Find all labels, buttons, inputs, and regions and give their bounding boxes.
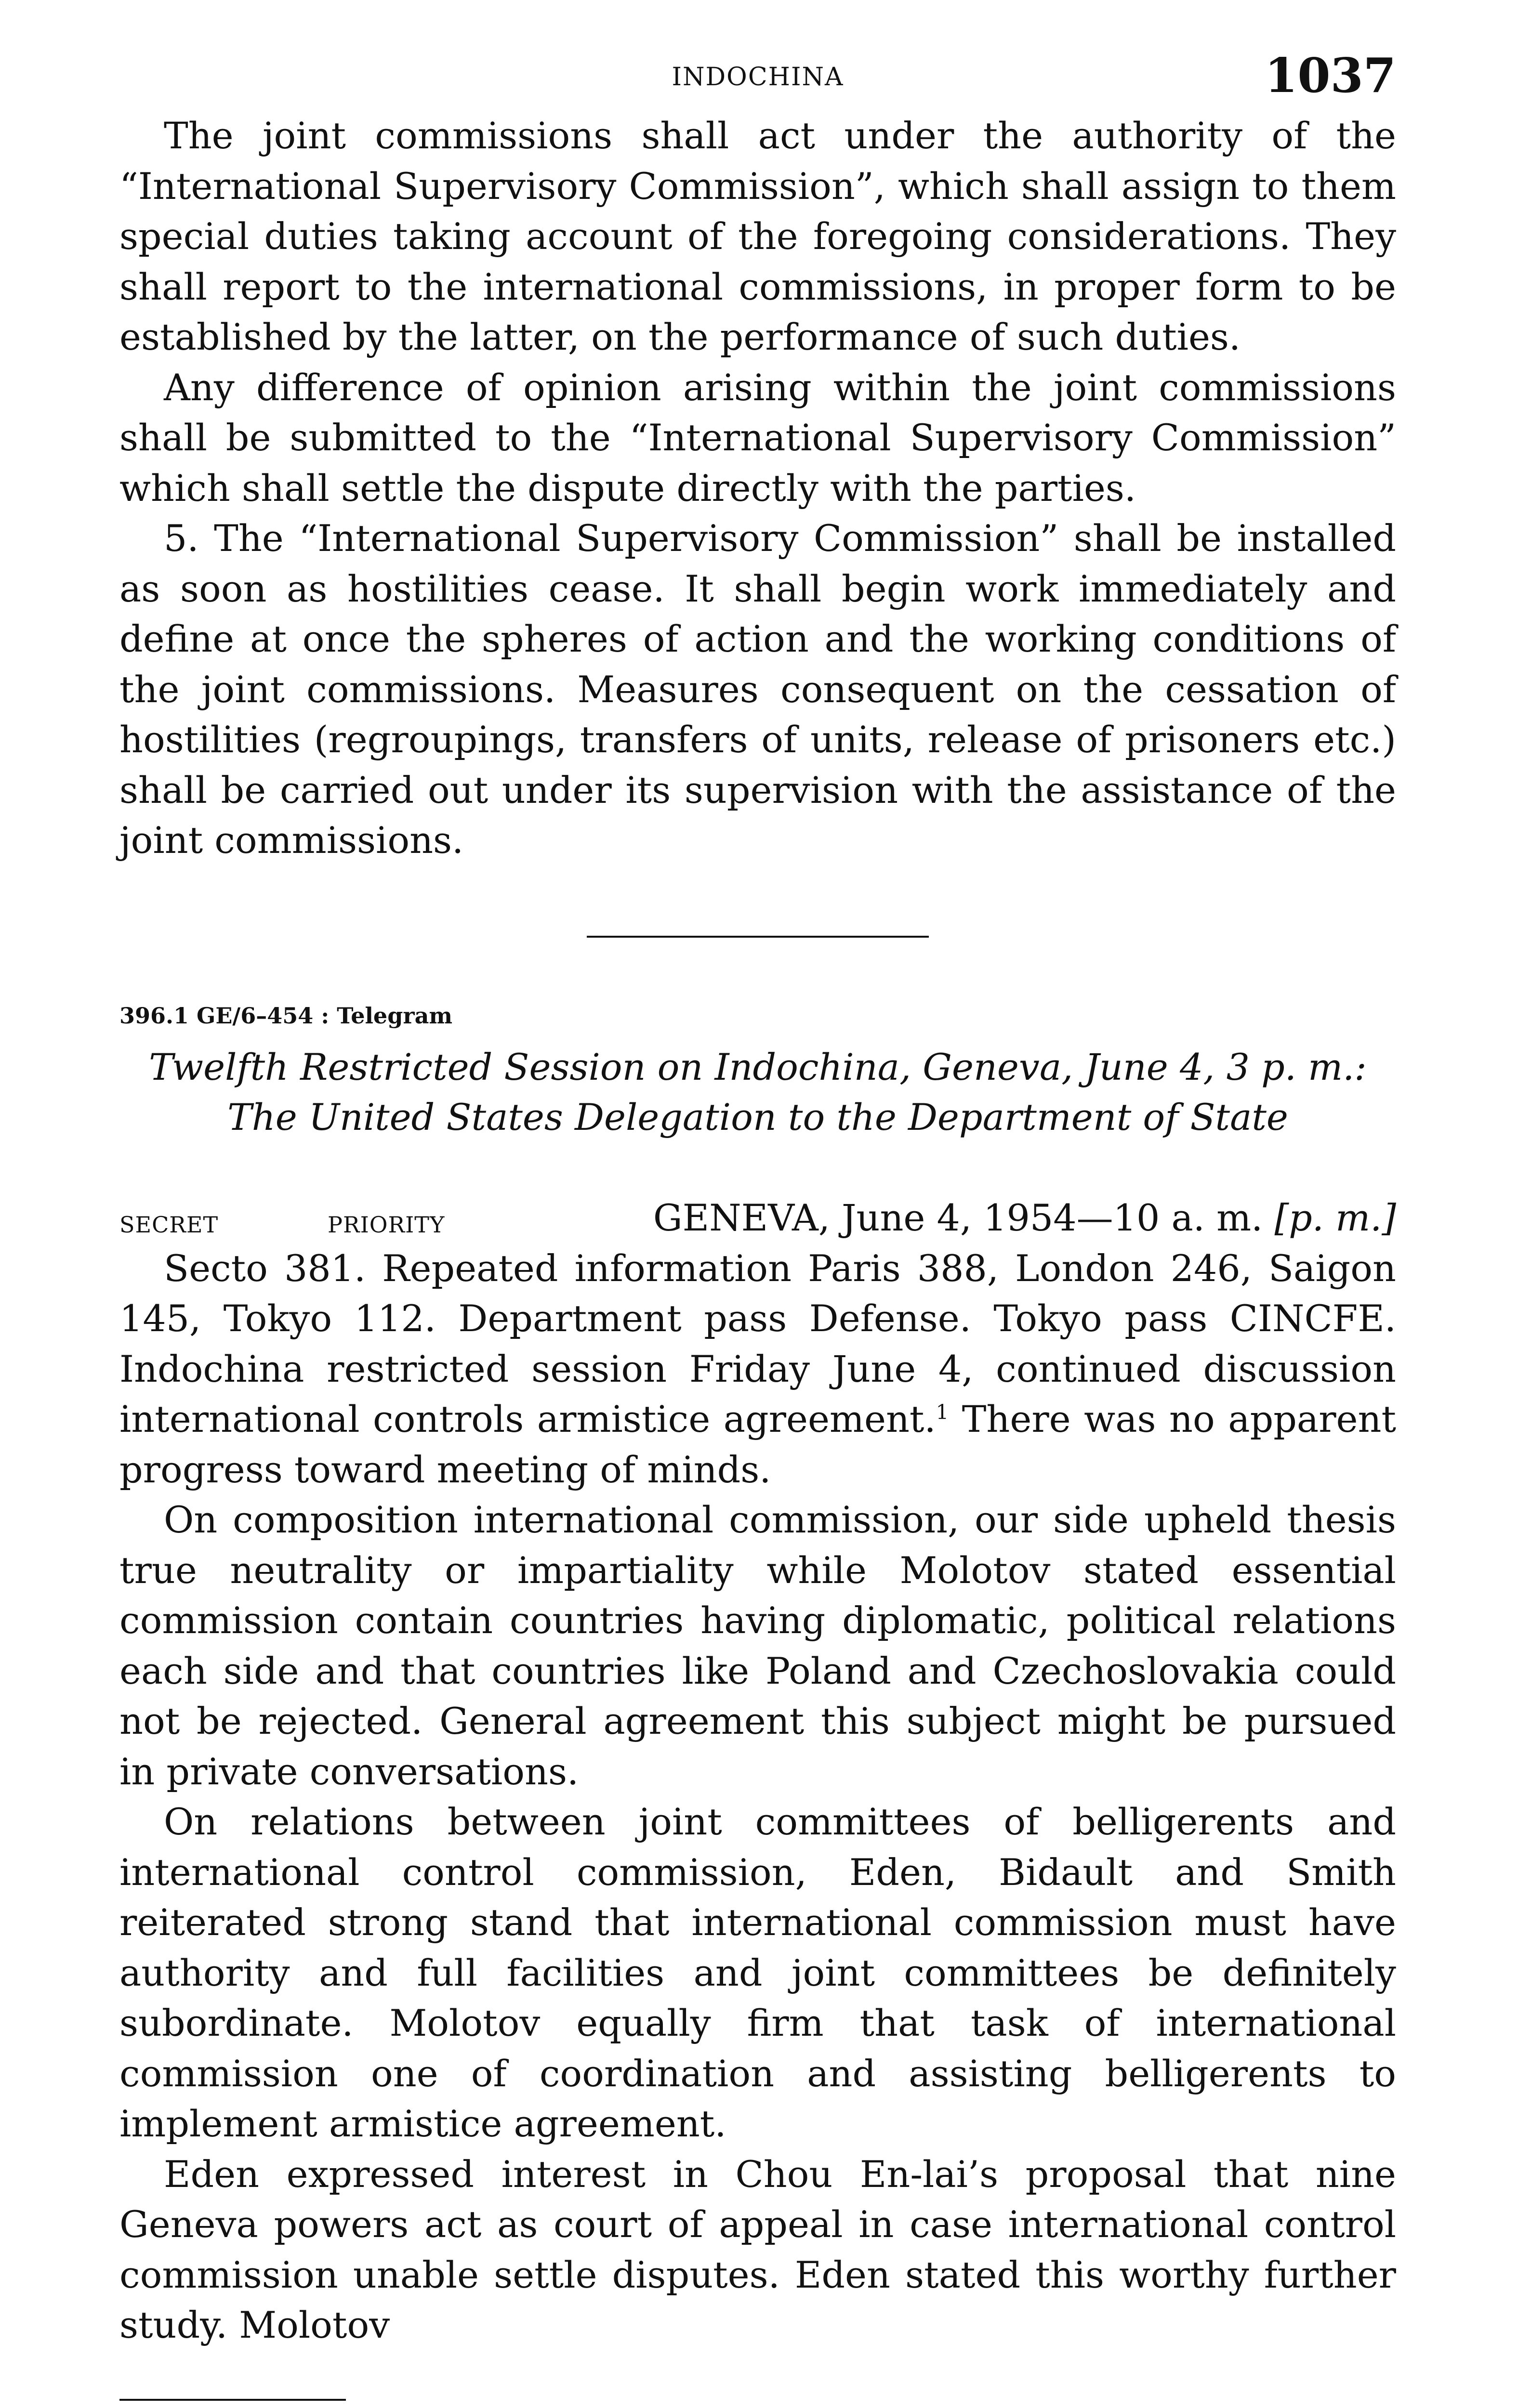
document-title-line: The United States Delegation to the Department of State	[227, 1095, 1288, 1139]
footnote-marker: 1	[936, 1400, 949, 1424]
paragraph: The joint commissions shall act under the authority of the “International Supervisory Commission”, which shall assign to them special duties taking account of the foregoing considerations. They shall report to the international commissions, in proper form to be established by the latter, on the performance of such duties.	[119, 114, 1396, 358]
document-page	[119, 48, 1396, 2408]
footnote-divider	[119, 2399, 346, 2401]
paragraph	[119, 1243, 1396, 1495]
paragraph-text: There was no apparent progress toward meeting of minds.	[119, 1398, 1396, 1491]
paragraph-text: Secto 381. Repeated information Paris 388, London 246, Saigon 145, Tokyo 112. Department pass Defense. Tokyo pass CINCFE. Indochina restricted session Friday June 4, continued discussion international controls armistice agreement.	[119, 1246, 1396, 1440]
document-title-line: Twelfth Restricted Session on Indochina, Geneva, June 4, 3 p. m.:	[149, 1045, 1367, 1088]
dateline-date: June 4, 1954—10 a. m.	[842, 1196, 1263, 1239]
page-number: 1037	[1265, 48, 1396, 104]
page-header	[119, 48, 1396, 111]
dateline	[653, 1196, 1396, 1239]
paragraph: On relations between joint committees of belligerents and international control commission, Eden, Bidault and Smith reiterated strong stand that international commission must have authority and full facilities and joint committees be definitely subordinate. Molotov equally firm that task of international commission one of coordination and assisting belligerents to implement armistice agreement.	[119, 1800, 1396, 2145]
classification-label: SECRET	[119, 1211, 219, 1238]
classification-line	[119, 1191, 1396, 1241]
document-title	[119, 1042, 1396, 1142]
running-title: INDOCHINA	[672, 63, 844, 92]
precedence-label: PRIORITY	[328, 1211, 445, 1238]
dateline-place: GENEVA,	[653, 1196, 830, 1239]
continued-section	[119, 111, 1396, 866]
telegram-body	[119, 1243, 1396, 2351]
paragraph: 5. The “International Supervisory Commission” shall be installed as soon as hostilities cease. It shall begin work immediately and define at once the spheres of action and the working conditions of the joint commissions. Measures consequent on the cessation of hostilities (regroupings, transfers of units, release of prisoners etc.) shall be carried out under its supervision with the assistance of the joint commissions.	[119, 517, 1396, 862]
paragraph: Any difference of opinion arising within the joint commissions shall be submitted to the “International Supervisory Commission” which shall settle the dispute directly with the parties.	[119, 366, 1396, 510]
paragraph: On composition international commission, our side upheld thesis true neutrality or impartiality while Molotov stated essential commission contain countries having diplomatic, political relations each side and that countries like Poland and Czechoslovakia could not be rejected. General agreement this subject might be pursued in private conversations.	[119, 1498, 1396, 1793]
paragraph: Eden expressed interest in Chou En-lai’s proposal that nine Geneva powers act as court of appeal in case international control commission unable settle disputes. Eden stated this worthy further study. Molotov	[119, 2152, 1396, 2346]
section-divider	[587, 936, 929, 938]
file-reference: 396.1 GE/6–454 : Telegram	[119, 1002, 453, 1029]
dateline-correction: [p. m.]	[1274, 1196, 1396, 1239]
